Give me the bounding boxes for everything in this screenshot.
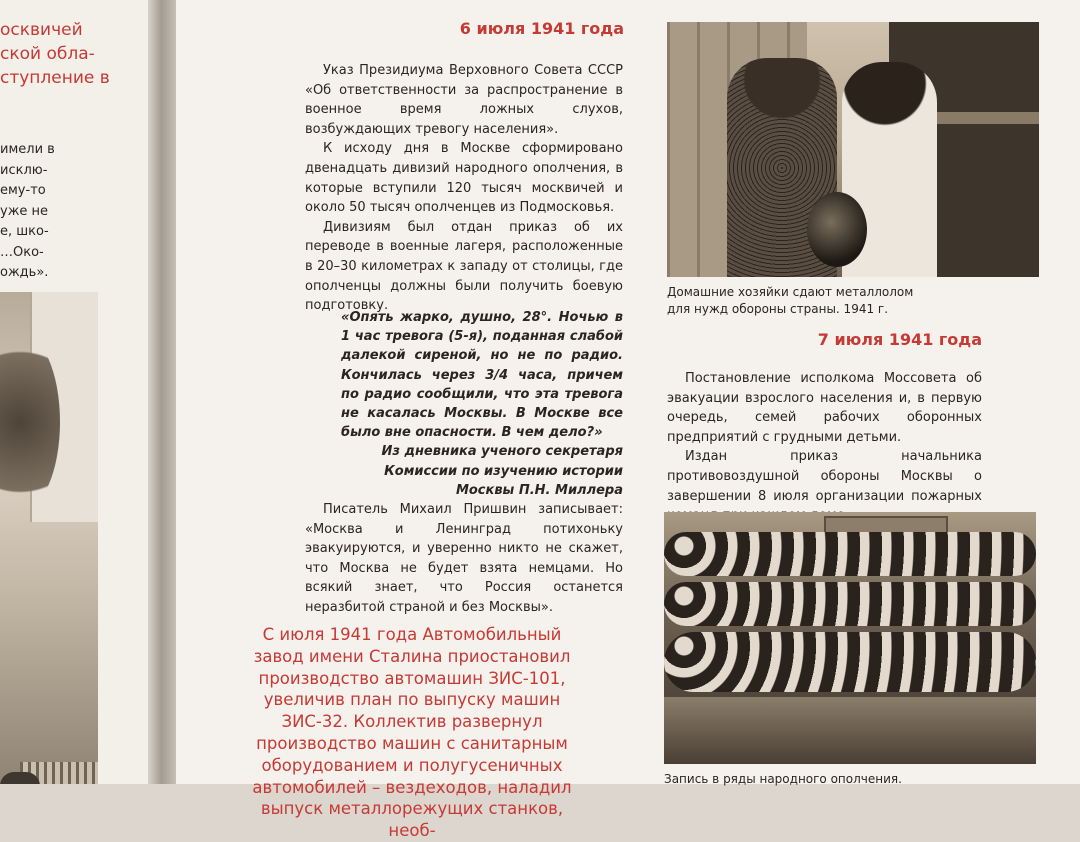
quote-text: «Опять жарко, душно, 28°. Ночью в 1 час тревога (5-я), поданная слабой далекой сиреной, но не по радио. Кончилась через 3/4 часа, причем по радио сообщили, что эта тревога не касалась Москвы. В Москве все было вне опасности. В чем дело?» [341,310,623,441]
photo-militia-registration [664,512,1036,764]
paragraph-training: Дивизиям был отдан приказ об их переводе в военные лагеря, расположенные в 20–30 километрах к западу от столицы, где ополченцы должны были получить боевую подготовку. [305,219,623,314]
photo-housewives-scrap-metal [667,22,1039,277]
photo2-caption: Запись в ряды народного ополчения. [664,772,902,786]
caption-line: Домашние хозяйки сдают металлолом [667,285,914,299]
paragraph-fire-teams: Издан приказ начальника противовоздушной обороны Москвы о завершении 8 июля организации пожарных [667,449,982,504]
quote-source-line: Москвы П.Н. Миллера [455,482,623,498]
left-body-line: ождь». [0,265,49,280]
zis-factory-highlight [236,624,588,842]
diary-quote [341,308,623,500]
left-body-line: имели в [0,142,55,157]
quote-source-line: Из дневника ученого секретаря [381,444,623,460]
left-page-body [0,140,150,284]
caption-line: для нужд обороны страны. 1941 г. [667,302,889,316]
paragraph-prishvin: Писатель Михаил Пришвин записывает: «Москва и Ленинград потихоньку эвакуируются, и уверенно никто не скажет, что Москва не будет взята немцами. Но всякий знает, что Россия останется неразбитой страной и без Москвы». [305,502,623,615]
quote-source-line: Комиссии по изучению истории [384,463,623,479]
paragraph-divisions: К исходу дня в Москве сформировано двенадцать дивизий народного ополчения, в которые вступили 120 тысяч москвичей и около 50 тысяч ополченцев из Подмосковья. [305,141,623,216]
paragraph-decree: Указ Президиума Верховного Совета СССР «Об ответственности за распространение в военное время ложных слухов, возбуждающих тревогу населения». [305,63,623,137]
date-heading-july-7: 7 июля 1941 года [817,330,982,349]
left-body-line: уже не [0,203,49,219]
photo1-caption [667,284,913,318]
left-heading-line: осквичей [0,20,83,40]
prishvin-paragraph-block [305,500,623,618]
left-body-line: ему-то [0,183,46,198]
left-heading-line: ступление в [0,68,110,88]
book-spine-shadow [148,0,178,784]
previous-page [0,0,160,784]
left-body-line: исклю- [0,162,48,178]
left-page-photo [0,292,98,784]
article-column-2 [667,369,982,526]
left-body-line: е, шко- [0,224,49,239]
article-column-1 [305,61,623,316]
left-body-line: …Око- [0,244,44,260]
zis-factory-text: С июля 1941 года Автомобильный завод имени Сталина приостановил производство автомашин ЗИС-101, увеличив план по выпуску машин ЗИС-32. Коллектив развернул производство машин с санитарным оборудованием и полугусеничных автомобилей – вездеходов, наладил выпуск металлорежущих станков, необ- [252,625,572,841]
paragraph-evacuation: Постановление исполкома Моссовета об эвакуации взрослого населения и, в первую очередь, семей рабочих оборонных предприятий с грудными детьми. [667,371,982,445]
left-heading-line: ской обла- [0,44,95,64]
left-page-heading [0,18,150,90]
date-heading-july-6: 6 июля 1941 года [459,19,624,38]
